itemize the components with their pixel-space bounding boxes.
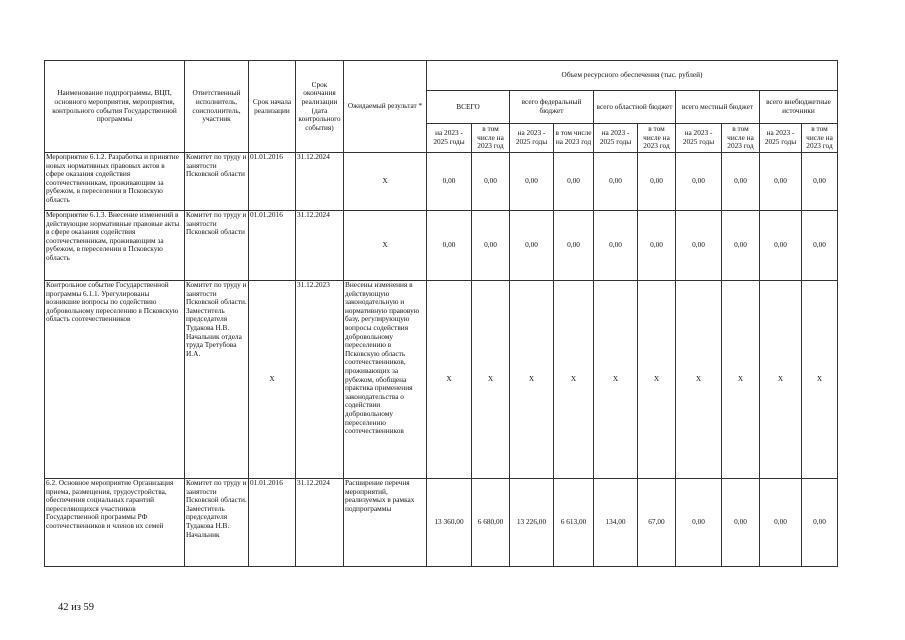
row-responsible: Комитет по труду и занятости Псковской области [185, 211, 249, 281]
header-responsible: Ответственный исполнитель, соисполнитель, участник [185, 61, 249, 153]
value-cell: 0,00 [802, 153, 838, 211]
row-end: 31.12.2023 [296, 281, 344, 479]
row-name: Мероприятие 6.1.3. Внесение изменений в действующие нормативные правовые акты в сфере оказания содействия соотечественникам, проживающим за рубежом, в переселении в Псковскую область [45, 211, 185, 281]
row-responsible: Комитет по труду и занятости Псковской области. Заместитель председателя Тудакова Н.В. Начальник [185, 479, 249, 567]
value-cell: 0,00 [427, 211, 472, 281]
value-cell: 0,00 [760, 153, 802, 211]
value-cell: Х [722, 281, 760, 479]
value-cell: 13 226,00 [510, 479, 554, 567]
header-group-federal: всего федеральный бюджет [510, 91, 594, 124]
value-cell: 0,00 [554, 211, 594, 281]
subheader-year: в том числе на 2023 год [554, 124, 594, 153]
value-cell: 6 613,00 [554, 479, 594, 567]
row-result: Расширение перечня мероприятий, реализуемых в рамках подпрограммы [344, 479, 427, 567]
value-cell: 67,00 [638, 479, 676, 567]
value-cell: 0,00 [722, 211, 760, 281]
value-cell: 134,00 [594, 479, 638, 567]
table-row [45, 479, 838, 567]
value-cell: Х [676, 281, 722, 479]
value-cell: 0,00 [510, 211, 554, 281]
header-group-regional: всего областной бюджет [594, 91, 676, 124]
row-start: 01.01.2016 [249, 211, 296, 281]
row-start: 01.01.2016 [249, 153, 296, 211]
table-row [45, 211, 838, 281]
subheader-total: на 2023 - 2025 годы [676, 124, 722, 153]
header-name: Наименование подпрограммы, ВЦП, основного мероприятия, мероприятия, контрольного события Государственной программы [45, 61, 185, 153]
subheader-total: на 2023 - 2025 годы [510, 124, 554, 153]
value-cell: 0,00 [638, 211, 676, 281]
value-cell: 0,00 [676, 153, 722, 211]
value-cell: 6 680,00 [472, 479, 510, 567]
value-cell: 0,00 [802, 479, 838, 567]
row-start: 01.01.2016 [249, 479, 296, 567]
header-result: Ожидаемый результат * [344, 61, 427, 153]
row-responsible: Комитет по труду и занятости Псковской области [185, 153, 249, 211]
value-cell: 0,00 [802, 211, 838, 281]
value-cell: Х [472, 281, 510, 479]
value-cell: Х [554, 281, 594, 479]
value-cell: 0,00 [510, 153, 554, 211]
value-cell: 0,00 [638, 153, 676, 211]
value-cell: 0,00 [760, 479, 802, 567]
value-cell: Х [510, 281, 554, 479]
value-cell: 0,00 [722, 153, 760, 211]
subheader-year: в том числе на 2023 год [722, 124, 760, 153]
subheader-total: на 2023 - 2025 годы [760, 124, 802, 153]
value-cell: Х [760, 281, 802, 479]
row-end: 31.12.2024 [296, 153, 344, 211]
resource-table [44, 60, 838, 567]
value-cell: 0,00 [722, 479, 760, 567]
subheader-year: в том числе на 2023 год [802, 124, 838, 153]
row-end: 31.12.2024 [296, 211, 344, 281]
row-name: Контрольное событие Государственной программы 6.1.1. Урегулированы возникшие вопросы по содействию добровольному переселению в Псковскую область соотечественников [45, 281, 185, 479]
header-group-extra: всего внебюджетные источники [760, 91, 838, 124]
row-end: 31.12.2024 [296, 479, 344, 567]
table-row [45, 281, 838, 479]
subheader-total: на 2023 - 2025 годы [427, 124, 472, 153]
page-number: 42 из 59 [58, 602, 95, 613]
value-cell: 0,00 [427, 153, 472, 211]
row-name: 6.2. Основное мероприятие Организация приема, размещения, трудоустройства, обеспечения социальных гарантий переселяющихся участников Государственной программы РФ соотечественников и членов их семей [45, 479, 185, 567]
header-volume: Объем ресурсного обеспечения (тыс. рублей) [427, 61, 838, 91]
header-start: Срок начала реализации [249, 61, 296, 153]
value-cell: 13 360,00 [427, 479, 472, 567]
value-cell: Х [594, 281, 638, 479]
subheader-year: в том числе на 2023 год [638, 124, 676, 153]
value-cell: 0,00 [760, 211, 802, 281]
subheader-total: на 2023 - 2025 годы [594, 124, 638, 153]
row-responsible: Комитет по труду и занятости Псковской области. Заместитель председателя Тудакова Н.В. Начальник отдела труда Третубова И.А. [185, 281, 249, 479]
value-cell: 0,00 [594, 153, 638, 211]
value-cell: 0,00 [676, 211, 722, 281]
header-group-total: ВСЕГО [427, 91, 510, 124]
row-result: Х [344, 153, 427, 211]
value-cell: 0,00 [594, 211, 638, 281]
header-group-local: всего местный бюджет [676, 91, 760, 124]
row-result: Х [344, 211, 427, 281]
row-name: Мероприятие 6.1.2. Разработка и принятие новых нормативных правовых актов в сфере оказания содействия соотечественникам, проживающим за рубежом, в переселении в Псковскую область [45, 153, 185, 211]
value-cell: Х [802, 281, 838, 479]
value-cell: Х [638, 281, 676, 479]
subheader-year: в том числе на 2023 год [472, 124, 510, 153]
value-cell: 0,00 [472, 153, 510, 211]
table-row [45, 153, 838, 211]
row-result: Внесены изменения в действующую законодательную и нормативную правовую базу, регулирующую вопросы содействия добровольному переселению в Псковскую область соотечественников, проживающих за рубежом, обобщена практика применения законодательства о содействии добровольному переселению соотечественников [344, 281, 427, 479]
row-start: Х [249, 281, 296, 479]
value-cell: Х [427, 281, 472, 479]
value-cell: 0,00 [676, 479, 722, 567]
header-end: Срок окончания реализации (дата контрольного события) [296, 61, 344, 153]
value-cell: 0,00 [472, 211, 510, 281]
value-cell: 0,00 [554, 153, 594, 211]
